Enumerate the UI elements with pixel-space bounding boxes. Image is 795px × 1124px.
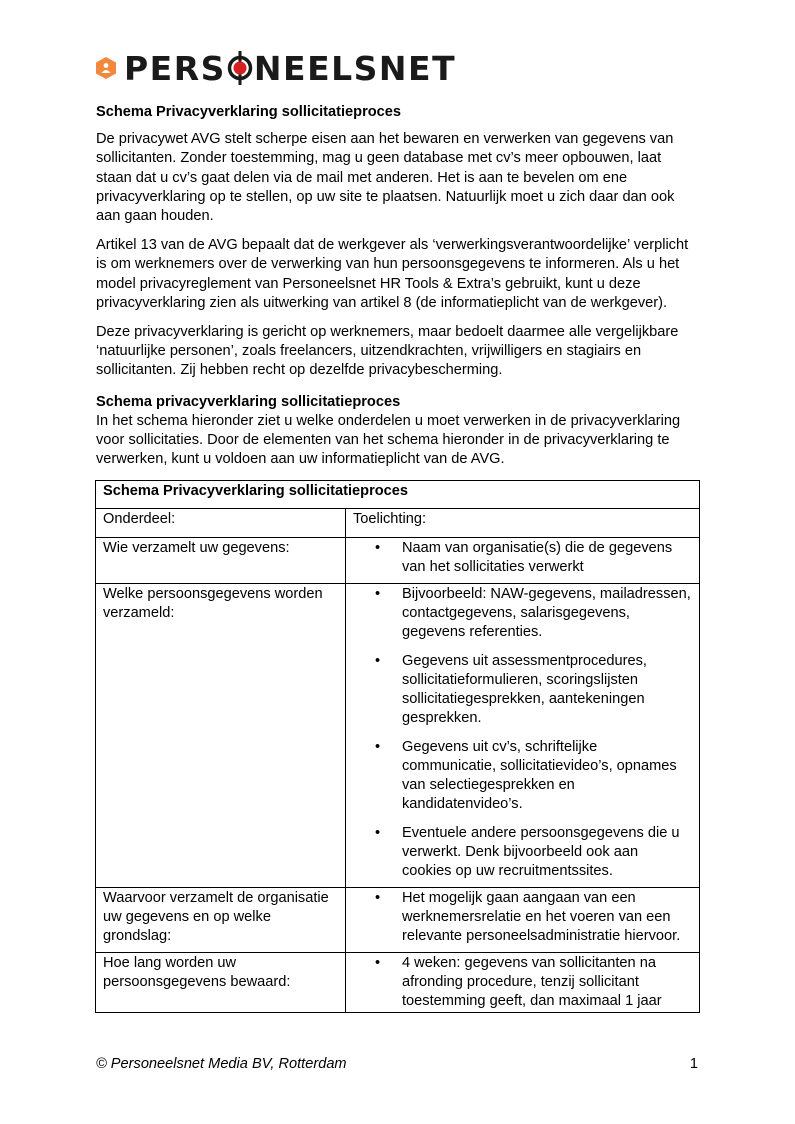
personeelsnet-logo — [96, 48, 456, 88]
document-body — [96, 103, 700, 469]
row-content — [346, 888, 700, 953]
bullet-item: • Gegevens uit cv’s, schriftelijke communicatie, sollicitatievideo’s, opnames van selectiegesprekken en kandidatenvideo’s. — [354, 738, 691, 814]
paragraph-article: Artikel 13 van de AVG bepaalt dat de werkgever als ‘verwerkingsverantwoordelijke’ verplicht is om werknemers over de verwerking van hun persoonsgegevens te informeren. Als u het model privacyreglement van Personeelsnet HR Tools & Extra’s gebruikt, kunt u deze privacyverklaring zien als uitwerking van artikel 8 (de informatieplicht van de werkgever). — [96, 237, 689, 311]
paragraph-intro: De privacywet AVG stelt scherpe eisen aan het bewaren en verwerken van gegevens van sollicitanten. Zonder toestemming, mag u geen database met cv’s meer opbouwen, laat staan dat u cv’s gaat delen via de mail met anderen. Het is aan te bevelen om ene privacyverklaring op te stellen, op uw site te plaatsen. Natuurlijk moet u zich daar dan ook aan gaan houden. — [96, 131, 675, 225]
page-footer — [96, 1056, 700, 1072]
row-label: Welke persoonsgegevens worden verzameld: — [96, 584, 346, 888]
bullet-item: • Naam van organisatie(s) die de gegevens van het sollicitaties verwerkt — [354, 539, 691, 577]
footer-copyright: © Personeelsnet Media BV, Rotterdam — [96, 1056, 347, 1072]
document-title: Schema Privacyverklaring sollicitatieproces — [96, 104, 402, 120]
bullet-item: • 4 weken: gegevens van sollicitanten na afronding procedure, tenzij sollicitant toestemming geeft, dan maximaal 1 jaar — [354, 954, 691, 1011]
bullet-item: • Bijvoorbeeld: NAW-gegevens, mailadressen, contactgegevens, salarisgegevens, gegevens referenties. — [354, 585, 691, 642]
section-heading: Schema privacyverklaring sollicitatieproces — [96, 393, 401, 410]
bullet-item: • Het mogelijk gaan aangaan van een werknemersrelatie en het voeren van een relevante personeelsadministratie hiervoor. — [354, 889, 691, 946]
logo-hexagon-icon — [96, 57, 116, 79]
logo-target-icon — [227, 51, 253, 85]
table-row — [96, 888, 700, 953]
bullet-item: • Eventuele andere persoonsgegevens die u verwerkt. Denk bijvoorbeeld ook aan cookies op uw recruitmentssites. — [354, 824, 691, 881]
logo-text-part1: PERS — [124, 48, 226, 88]
row-content — [346, 584, 700, 888]
row-content — [346, 538, 700, 584]
logo-text-part2: NEELSNET — [253, 48, 457, 88]
schema-table — [95, 480, 700, 1013]
row-label: Wie verzamelt uw gegevens: — [96, 538, 346, 584]
table-row — [96, 538, 700, 584]
paragraph-scope: Deze privacyverklaring is gericht op werknemers, maar bedoelt daarmee alle vergelijkbare ‘natuurlijke personen’, zoals freelancers, uitzendkrachten, vrijwilligers en stagiairs en sollicitanten. Zij hebben recht op dezelfde privacybescherming. — [96, 324, 679, 379]
section-text: In het schema hieronder ziet u welke onderdelen u moet verwerken in de privacyverklaring voor sollicitaties. Door de elementen van het schema hieronder in de privacyverklaring te verwerken, kunt u voldoen aan uw informatieplicht van de AVG. — [96, 412, 681, 468]
table-row — [96, 584, 700, 888]
table-row — [96, 953, 700, 1013]
row-label: Hoe lang worden uw persoonsgegevens bewaard: — [96, 953, 346, 1013]
row-label: Waarvoor verzamelt de organisatie uw gegevens en op welke grondslag: — [96, 888, 346, 953]
table-title: Schema Privacyverklaring sollicitatieproces — [96, 481, 700, 509]
column-header-toelichting: Toelichting: — [346, 509, 700, 538]
column-header-onderdeel: Onderdeel: — [96, 509, 346, 538]
table-title-row — [96, 481, 700, 509]
row-content — [346, 953, 700, 1013]
bullet-item: • Gegevens uit assessmentprocedures, sollicitatieformulieren, scoringslijsten sollicitatiegesprekken, aantekeningen gesprekken. — [354, 652, 691, 728]
table-header-row — [96, 509, 700, 538]
page-number: 1 — [689, 1056, 698, 1072]
